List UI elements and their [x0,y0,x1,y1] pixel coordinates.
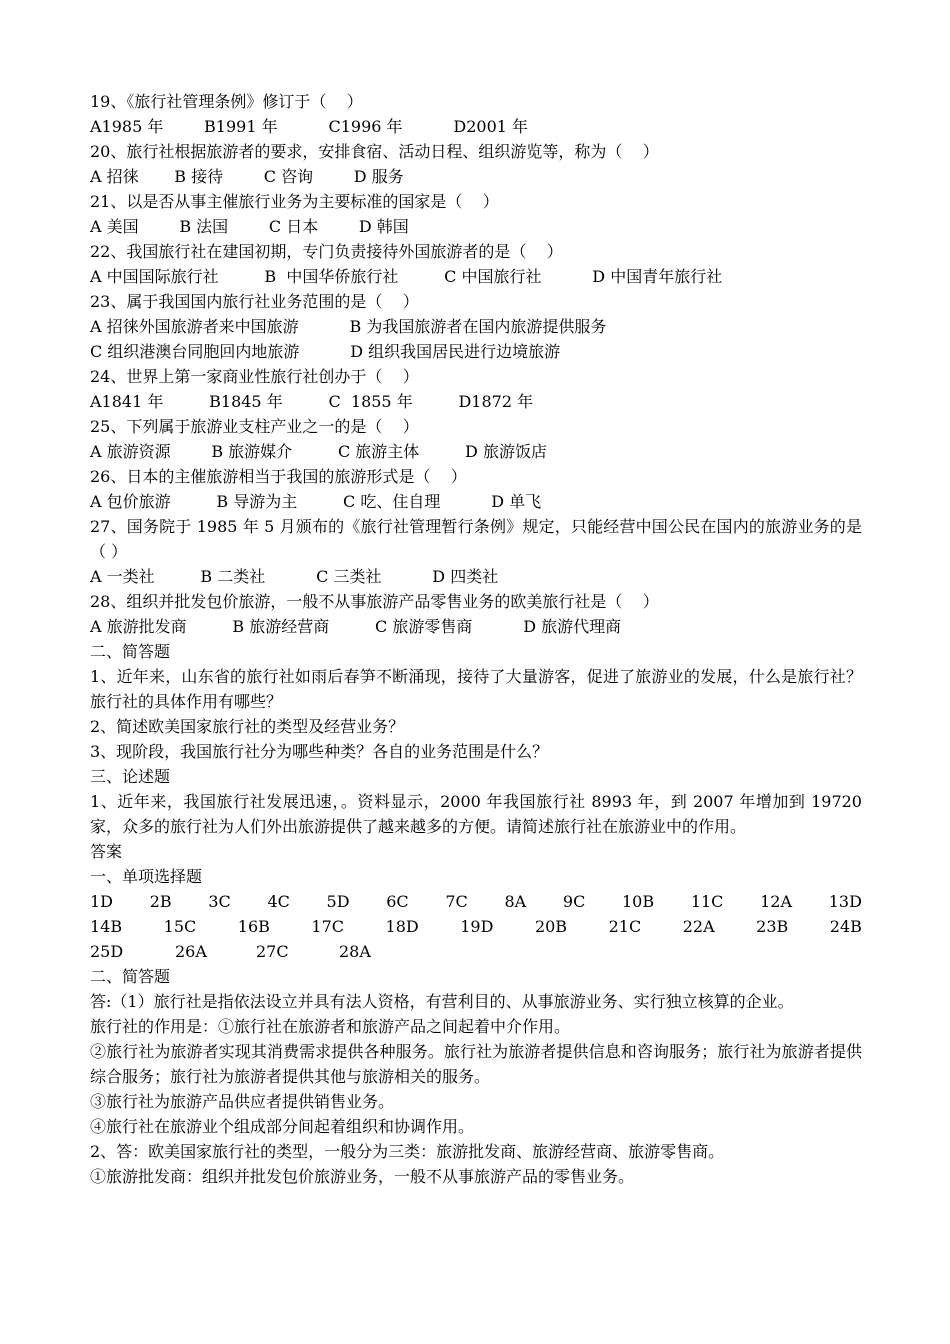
answer-row-3 [90,939,862,964]
question-23-options-ab: A 招徕外国旅游者来中国旅游 B 为我国旅游者在国内旅游提供服务 [90,317,607,336]
answer-cell: 10B [622,892,655,911]
answer-cell: 8A [504,892,527,911]
answer-row-2 [90,914,862,939]
question-23: 23、属于我国国内旅行社业务范围的是（ ） [90,292,419,311]
question-27: 27、国务院于 1985 年 5 月颁布的《旅行社管理暂行条例》规定，只能经营中国公民在国内的旅游业务的是（ ） [90,517,862,561]
answers-heading: 答案 [90,842,123,861]
answer-row-1 [90,889,862,914]
essay-question-1: 1、近年来，我国旅行社发展迅速，。资料显示，2000 年我国旅行社 8993 年，到 2007 年增加到 19720 家，众多的旅行社为人们外出旅游提供了越来越多的方便。请简述旅行社在旅游业中的作用。 [90,792,862,836]
answer-cell: 7C [445,892,468,911]
answers-sa-heading: 二、简答题 [90,967,171,986]
question-22-options: A 中国国际旅行社 B 中国华侨旅行社 C 中国旅行社 D 中国青年旅行社 [90,267,723,286]
answer-cell: 15C [163,917,197,936]
answer-paragraph: 答:（1）旅行社是指依法设立并具有法人资格，有营利目的、从事旅游业务、实行独立核算的企业。 [90,992,794,1011]
answer-cell: 5D [326,892,350,911]
answer-cell: 22A [682,917,715,936]
answer-cell: 9C [562,892,586,911]
answer-cell: 17C [311,917,345,936]
question-23-options-cd: C 组织港澳台同胞回内地旅游 D 组织我国居民进行边境旅游 [90,342,561,361]
answer-cell: 26A [175,942,207,961]
question-21-options: A 美国 B 法国 C 日本 D 韩国 [90,217,409,236]
question-20-options: A 招徕 B 接待 C 咨询 D 服务 [90,167,404,186]
question-25-options: A 旅游资源 B 旅游媒介 C 旅游主体 D 旅游饭店 [90,442,547,461]
answer-cell: 1D [90,892,114,911]
question-28: 28、组织并批发包价旅游，一般不从事旅游产品零售业务的欧美旅行社是（ ） [90,592,659,611]
question-20: 20、旅行社根据旅游者的要求，安排食宿、活动日程、组织游览等，称为（ ） [90,142,659,161]
answer-cell: 23B [756,917,789,936]
answer-cell: 16B [237,917,270,936]
document-page [90,89,862,1189]
question-19: 19、《旅行社管理条例》修订于（ ） [90,92,363,111]
answers-mc-heading: 一、单项选择题 [90,867,203,886]
question-21: 21、以是否从事主催旅行业务为主要标准的国家是（ ） [90,192,499,211]
question-19-options: A1985 年 B1991 年 C1996 年 D2001 年 [90,117,529,136]
answer-cell: 3C [208,892,231,911]
answer-cell: 18D [385,917,419,936]
answer-paragraph: 2、答：欧美国家旅行社的类型，一般分为三类：旅游批发商、旅游经营商、旅游零售商。 [90,1142,725,1161]
short-answer-question-3: 3、现阶段，我国旅行社分为哪些种类？各自的业务范围是什么？ [90,742,549,761]
answer-cell: 11C [690,892,724,911]
short-answer-question-2: 2、简述欧美国家旅行社的类型及经营业务？ [90,717,405,736]
answer-cell: 19D [460,917,494,936]
question-22: 22、我国旅行社在建国初期，专门负责接待外国旅游者的是（ ） [90,242,563,261]
answer-cell: 24B [829,917,862,936]
answer-cell: 6C [386,892,409,911]
answer-cell: 14B [90,917,123,936]
answer-paragraph: 旅行社的作用是：①旅行社在旅游者和旅游产品之间起着中介作用。 [90,1017,571,1036]
answer-paragraph: ①旅游批发商：组织并批发包价旅游业务，一般不从事旅游产品的零售业务。 [90,1167,635,1186]
answer-paragraph: ②旅行社为旅游者实现其消费需求提供各种服务。旅行社为旅游者提供信息和咨询服务；旅行社为旅游者提供综合服务；旅行社为旅游者提供其他与旅游相关的服务。 [90,1042,862,1086]
answer-cell: 20B [534,917,568,936]
answer-cell: 12A [760,892,793,911]
question-28-options: A 旅游批发商 B 旅游经营商 C 旅游零售商 D 旅游代理商 [90,617,622,636]
answer-cell: 4C [267,892,290,911]
short-answer-question-1: 1、近年来，山东省的旅行社如雨后春笋不断涌现，接待了大量游客，促进了旅游业的发展，什么是旅行社？旅行社的具体作用有哪些？ [90,667,862,711]
answer-cell: 13D [828,892,862,911]
answer-cell: 2B [149,892,172,911]
question-25: 25、下列属于旅游业支柱产业之一的是（ ） [90,417,419,436]
question-27-options: A 一类社 B 二类社 C 三类社 D 四类社 [90,567,499,586]
question-26-options: A 包价旅游 B 导游为主 C 吃、住自理 D 单飞 [90,492,542,511]
answer-cell: 27C [256,942,289,961]
answer-paragraph: ③旅行社为旅游产品供应者提供销售业务。 [90,1092,395,1111]
section-heading-essay: 三、论述题 [90,767,171,786]
question-24-options: A1841 年 B1845 年 C 1855 年 D1872 年 [90,392,534,411]
question-26: 26、日本的主催旅游相当于我国的旅游形式是（ ） [90,467,467,486]
answer-cell: 21C [608,917,642,936]
answer-paragraph: ④旅行社在旅游业个组成部分间起着组织和协调作用。 [90,1117,475,1136]
question-24: 24、世界上第一家商业性旅行社创办于（ ） [90,367,419,386]
section-heading-short-answer: 二、简答题 [90,642,171,661]
answer-cell: 25D [90,942,124,961]
answer-cell: 28A [339,942,371,961]
